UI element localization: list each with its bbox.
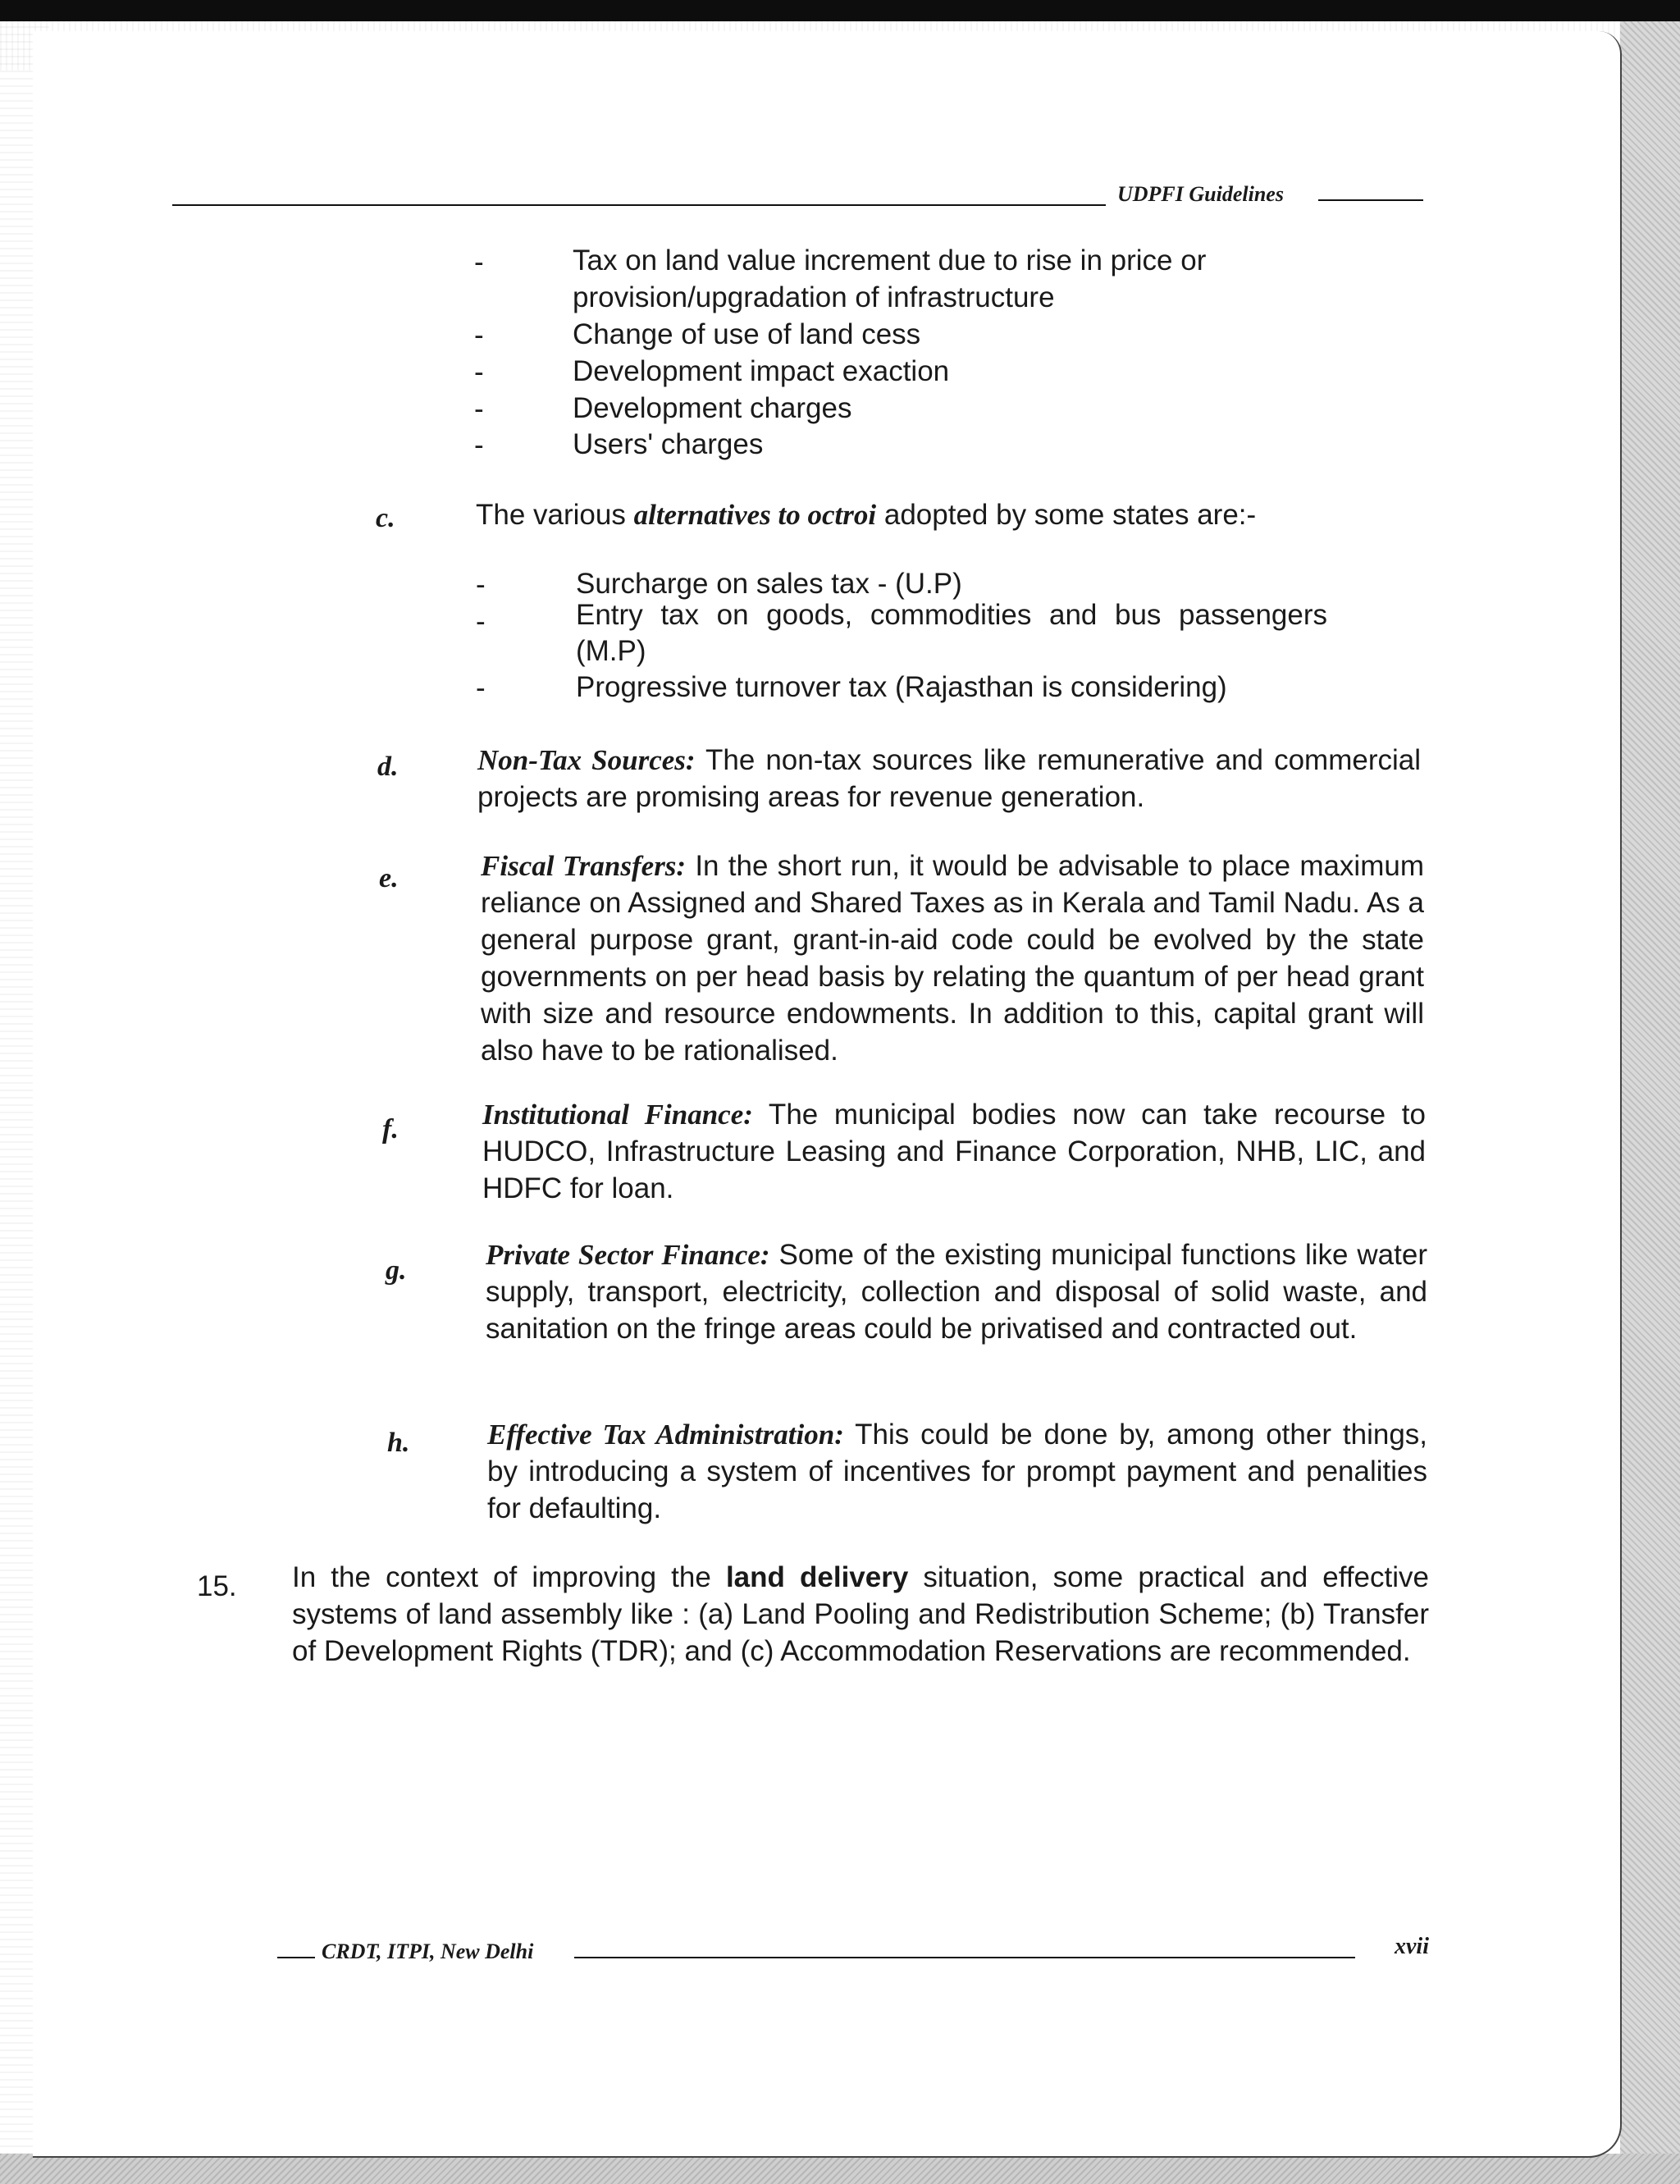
scan-right-edge [1620,21,1680,2184]
item-marker-d: d. [377,752,399,782]
list-item: Tax on land value increment due to rise in price or [573,244,1207,276]
list-dash: - [476,569,486,601]
paragraph-number: 15. [197,1570,237,1602]
item-d-title: Non-Tax Sources: [477,744,696,776]
list-item: Progressive turnover tax (Rajasthan is considering) [576,671,1227,703]
item-marker-e: e. [379,863,399,893]
item-f-title: Institutional Finance: [482,1099,753,1131]
header-rule-right [1318,199,1423,201]
list-item: Users' charges [573,428,764,460]
item-h-paragraph: Effective Tax Administration: This could be done by, among other things, by introducing a system of incentives for prompt payment and penalities for defaulting. [487,1419,1428,1524]
list-dash: - [474,393,484,425]
item-marker-f: f. [382,1114,399,1145]
list-item: Change of use of land cess [573,318,921,350]
running-footer-text: CRDT, ITPI, New Delhi [322,1940,534,1963]
list-item: Entry tax on goods, commodities and bus passengers [576,599,1327,631]
item-h-title: Effective Tax Administration: [487,1419,844,1451]
list-dash: - [474,319,484,351]
land-delivery-bold: land delivery [725,1561,909,1593]
footer-rule-left [277,1957,315,1958]
list-dash: - [476,605,486,637]
list-item: Development impact exaction [573,355,950,387]
list-dash: - [474,429,484,461]
item-c-emphasis: alternatives to octroi [633,499,877,531]
item-c-intro: The various alternatives to octroi adopted by some states are:- [476,499,1257,531]
list-dash: - [474,246,484,278]
item-e-title: Fiscal Transfers: [481,850,687,882]
list-dash: - [476,672,486,704]
scan-bottom-edge [0,2154,1680,2184]
item-d-paragraph: Non-Tax Sources: The non-tax sources like remunerative and commercial projects are promising areas for revenue generation. [477,744,1421,813]
list-item-continuation: (M.P) [576,635,646,667]
header-rule-left [172,204,1106,206]
list-dash: - [474,356,484,388]
item-e-paragraph: Fiscal Transfers: In the short run, it would be advisable to place maximum reliance on Assigned and Shared Taxes as in Kerala and Tamil Nadu. As a general purpose grant, grant-in-aid code could be evolved by the state governments on per head basis by relating the quantum of per head grant with size and resource endowments. In addition to this, capital grant will also have to be rationalised. [481,850,1424,1067]
list-item-continuation: provision/upgradation of infrastructure [573,281,1055,313]
list-item: Surcharge on sales tax - (U.P) [576,568,962,600]
item-marker-g: g. [386,1255,407,1286]
item-g-paragraph: Private Sector Finance: Some of the existing municipal functions like water supply, transport, electricity, collection and disposal of solid waste, and sanitation on the fringe areas could be privatised and contracted out. [486,1239,1427,1345]
running-header-title: UDPFI Guidelines [1117,182,1284,206]
item-f-paragraph: Institutional Finance: The municipal bodies now can take recourse to HUDCO, Infrastructure Leasing and Finance Corporation, NHB, LIC, and HDFC for loan. [482,1099,1426,1204]
page-number: xvii [1395,1934,1429,1959]
item-marker-h: h. [387,1428,410,1458]
list-item: Development charges [573,392,852,424]
scan-top-border [0,0,1680,21]
item-g-title: Private Sector Finance: [486,1239,770,1271]
paragraph-15: In the context of improving the land delivery situation, some practical and effective systems of land assembly like : (a) Land Pooling and Redistribution Scheme; (b) Transfer of Development Rights (TDR); and (c) Accommodation Reservations are recommended. [292,1561,1429,1667]
item-marker-c: c. [376,503,395,533]
footer-rule-right [574,1957,1355,1958]
